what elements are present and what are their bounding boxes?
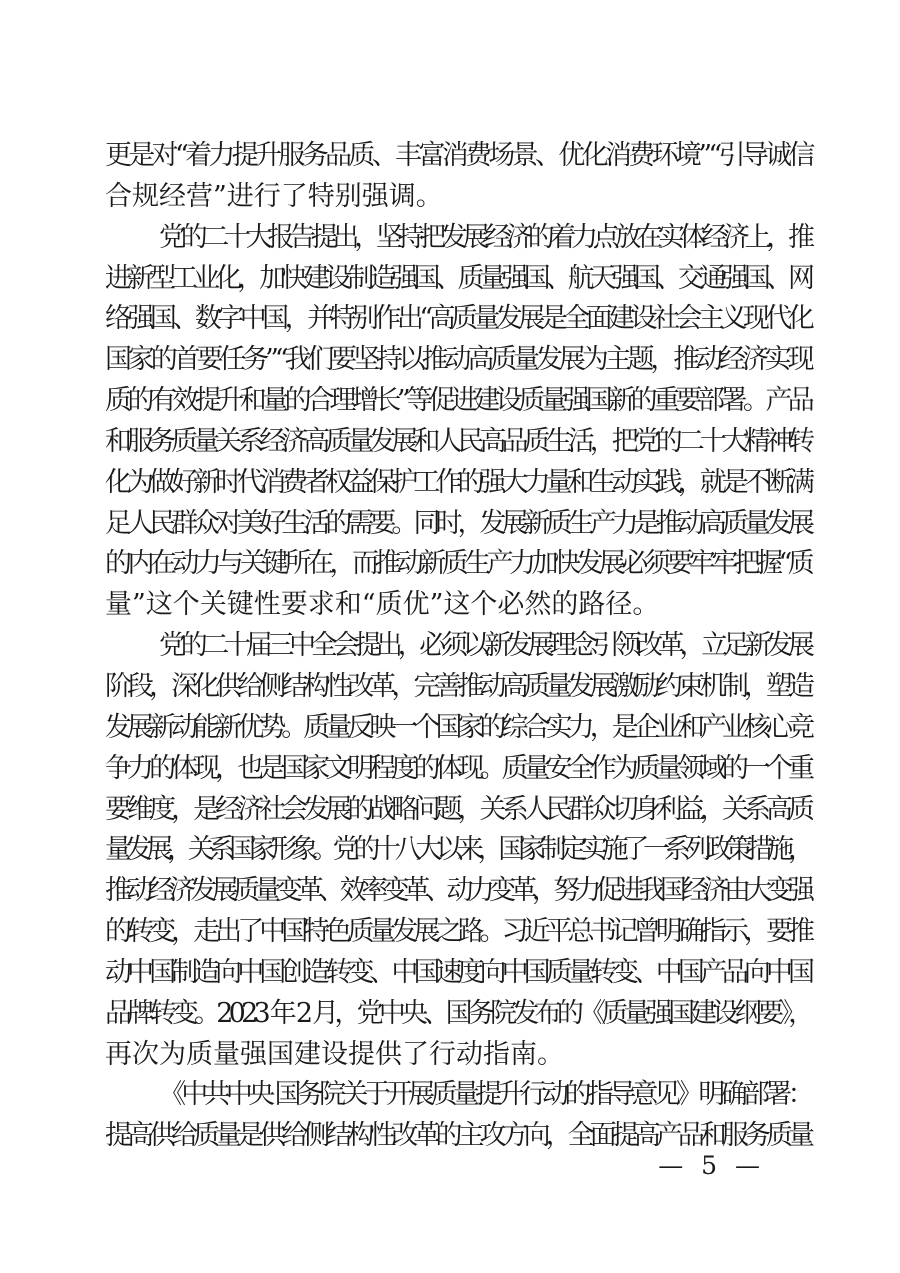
paragraph (105, 136, 815, 218)
paragraph (105, 218, 815, 626)
text-line: 党的二十届三中全会提出，必须以新发展理念引领改革，立足新发展 (159, 630, 810, 662)
text-line: 阶段，深化供给侧结构性改革，完善推动高质量发展激励约束机制，塑造 (105, 670, 811, 702)
paragraph (105, 626, 815, 1075)
text-line: 国家的首要任务”“我们要坚持以推动高质量发展为主题，推动经济实现 (105, 344, 811, 376)
text-line: 提高供给质量是供给侧结构性改革的主攻方向，全面提高产品和服务质量 (105, 1120, 811, 1152)
text-line: 络强国、数字中国，并特别作出“高质量发展是全面建设社会主义现代化 (105, 303, 811, 335)
text-line: 进新型工业化，加快建设制造强国、质量强国、航天强国、交通强国、网 (105, 262, 811, 294)
text-line: 推动经济发展质量变革、效率变革、动力变革，努力促进我国经济由大变强 (105, 875, 810, 907)
text-line: 质的有效提升和量的合理增长”等促进建设质量强国新的重要部署。产品 (105, 385, 811, 417)
text-line: 化为做好新时代消费者权益保护工作的强大力量和生动实践，就是不断满 (105, 466, 811, 498)
page-number: — 5 — (658, 1151, 765, 1180)
text-line: 《中共中央 国务院关于开展质量提升行动的指导意见》明确部署： (159, 1079, 810, 1111)
text-line: 动中国制造向中国创造转变、中国速度向中国质量转变、中国产品向中国 (105, 956, 811, 988)
text-line: 要维度，是经济社会发展的战略问题，关系人民群众切身利益，关系高质 (105, 793, 811, 825)
text-line: 更是对“着力提升服务品质、丰富消费场景、优化消费环境”“引导诚信 (105, 140, 812, 171)
text-line: 再次为质量强国建设提供了行动指南。 (105, 1038, 564, 1070)
text-block (105, 136, 815, 1157)
paragraph (105, 1075, 815, 1157)
text-line: 品牌转变。2023 年 2 月，党中央、国务院发布的《质量强国建设纲要》， (105, 997, 811, 1029)
text-line: 和服务质量关系经济高质量发展和人民高品质生活，把党的二十大精神转 (105, 425, 811, 457)
text-line: 党的二十大报告提出，坚持把发展经济的着力点放在实体经济上，推 (159, 221, 810, 253)
text-line: 的转变，走出了中国特色质量发展之路。习近平总书记曾明确指示，要推 (105, 916, 811, 948)
text-line: 量发展，关系国家形象。党的十八大以来，国家制定实施了一系列政策措施， (105, 834, 809, 866)
text-line: 足人民群众对美好生活的需要。同时，发展新质生产力是推动高质量发展 (105, 507, 811, 539)
text-line: 量”这个关键性要求和“质优”这个必然的路径。 (105, 589, 660, 621)
text-line: 发展新动能新优势。质量反映一个国家的综合实力，是企业和产业核心竞 (105, 711, 811, 743)
text-line: 合规经营”进行了特别强调。 (105, 180, 443, 212)
text-line: 争力的体现，也是国家文明程度的体现。质量安全作为质量领域的一个重 (105, 752, 811, 784)
text-line: 的内在动力与关键所在，而推动新质生产力加快发展必须要牢牢把握“质 (105, 548, 811, 580)
